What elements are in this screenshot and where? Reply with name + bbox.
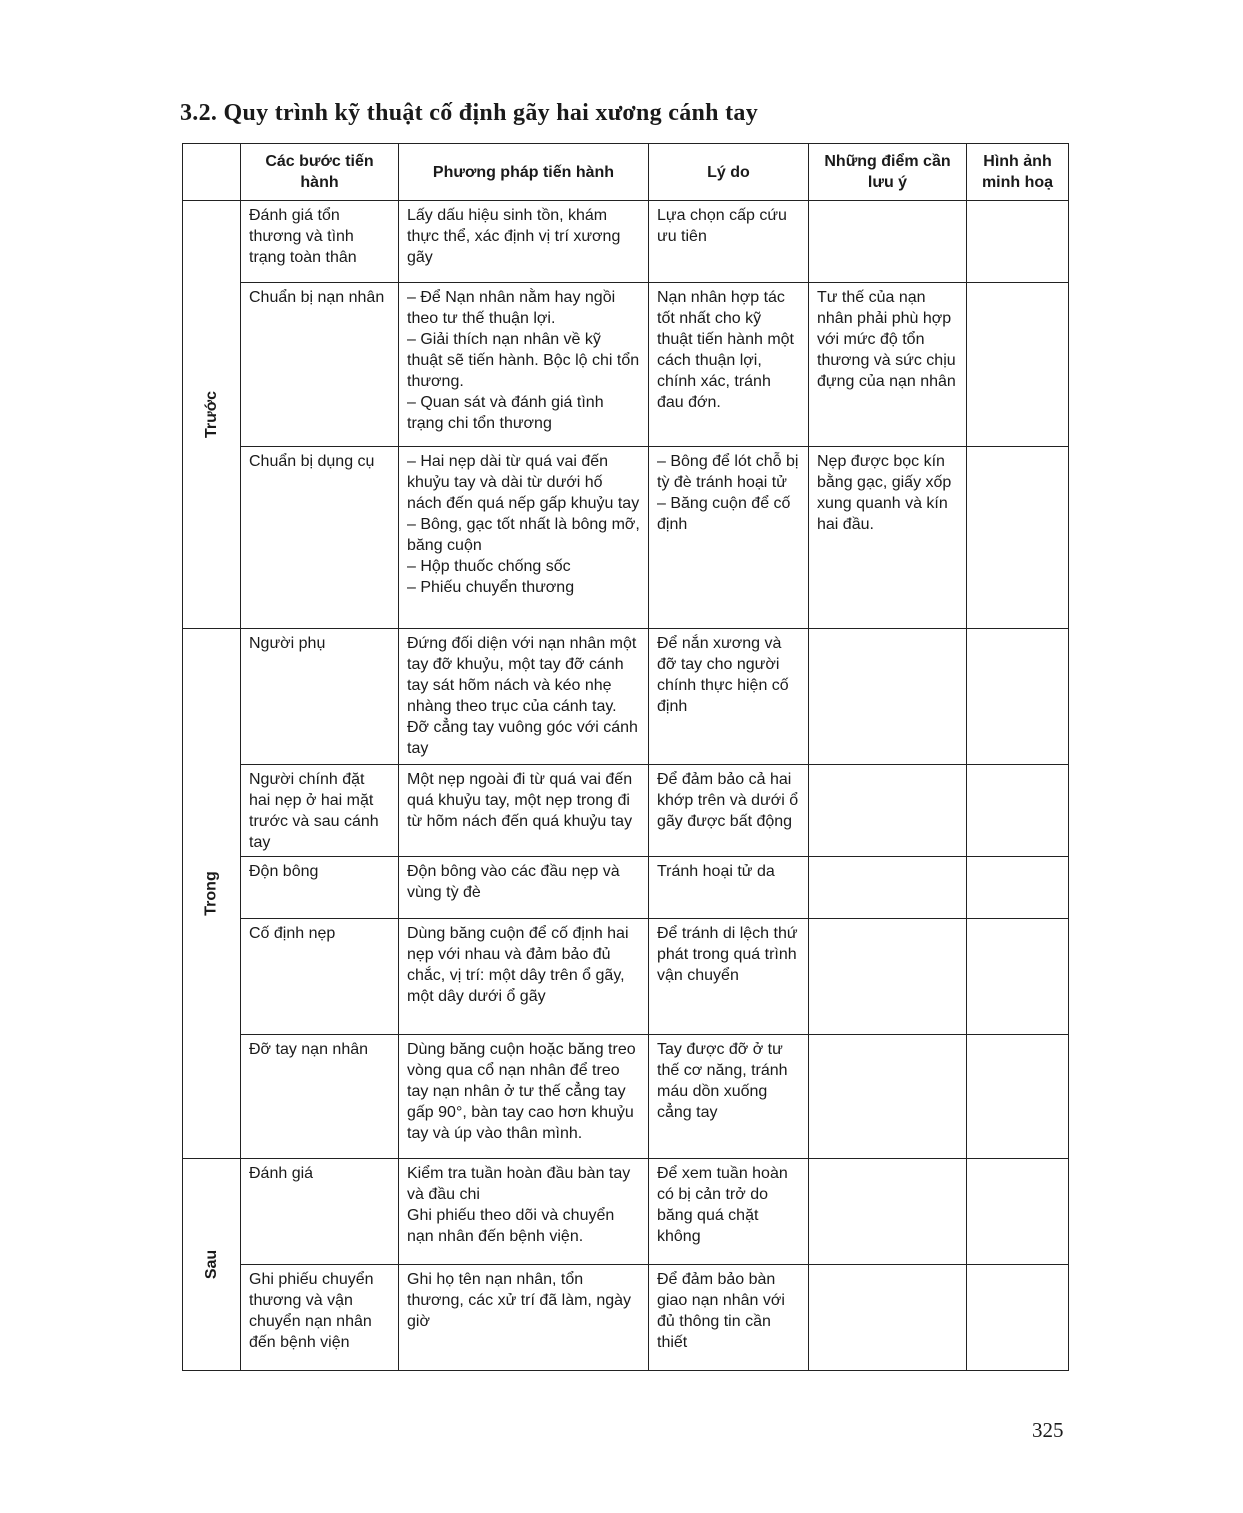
table-row: [183, 919, 1069, 1035]
reason-cell: [649, 283, 809, 447]
reason-cell: [649, 857, 809, 919]
method-line: Kiểm tra tuần hoàn đầu bàn tay và đầu chi: [407, 1165, 631, 1203]
table-row: [183, 629, 1069, 765]
method-cell: [399, 201, 649, 283]
step-cell: Độn bông: [241, 857, 399, 919]
table-body: [183, 201, 1069, 1371]
reason-cell: [649, 629, 809, 765]
image-cell: [967, 283, 1069, 447]
reason-line: Tay được đỡ ở tư thế cơ năng, tránh máu dồn xuống cẳng tay: [657, 1041, 788, 1121]
header-note: Những điểm cần lưu ý: [809, 144, 967, 201]
method-line: Độn bông vào các đầu nẹp và vùng tỳ đè: [407, 863, 620, 901]
note-cell: [809, 1035, 967, 1159]
header-step: Các bước tiến hành: [241, 144, 399, 201]
table-row: [183, 765, 1069, 857]
image-cell: [967, 1265, 1069, 1371]
note-cell: [809, 919, 967, 1035]
phase-after: [183, 1159, 241, 1371]
method-cell: [399, 447, 649, 629]
header-reason: Lý do: [649, 144, 809, 201]
method-line: Dùng băng cuộn để cố định hai nẹp với nhau và đảm bảo đủ chắc, vị trí: một dây trên ổ gãy, một dây dưới ổ gãy: [407, 925, 629, 1005]
image-cell: [967, 1035, 1069, 1159]
step-cell: Chuẩn bị dụng cụ: [241, 447, 399, 629]
note-cell: [809, 765, 967, 857]
method-cell: [399, 765, 649, 857]
step-cell: Người chính đặt hai nẹp ở hai mặt trước và sau cánh tay: [241, 765, 399, 857]
reason-line: Tránh hoại tử da: [657, 863, 775, 880]
step-cell: Đỡ tay nạn nhân: [241, 1035, 399, 1159]
method-line: Ghi họ tên nạn nhân, tổn thương, các xử trí đã làm, ngày giờ: [407, 1271, 632, 1330]
header-row: [183, 144, 1069, 201]
page-title: 3.2. Quy trình kỹ thuật cố định gãy hai xương cánh tay: [180, 100, 759, 126]
phase-during-label: Trong: [203, 871, 220, 916]
reason-line: Để nắn xương và đỡ tay cho người chính thực hiện cố định: [657, 635, 789, 715]
method-cell: [399, 857, 649, 919]
note-cell: [809, 201, 967, 283]
table-row: [183, 447, 1069, 629]
method-line: Lấy dấu hiệu sinh tồn, khám thực thể, xác định vị trí xương gãy: [407, 207, 621, 266]
reason-cell: [649, 919, 809, 1035]
procedure-table: [182, 143, 1069, 1371]
reason-cell: [649, 765, 809, 857]
method-line: – Quan sát và đánh giá tình trạng chi tổn thương: [407, 394, 604, 432]
method-line: – Hộp thuốc chống sốc: [407, 558, 571, 575]
phase-after-label: Sau: [203, 1249, 220, 1280]
note-line: Tư thế của nạn nhân phải phù hợp với mức độ tổn thương và sức chịu đựng của nạn nhân: [817, 289, 956, 390]
method-cell: [399, 919, 649, 1035]
reason-line: Để tránh di lệch thứ phát trong quá trình vận chuyển: [657, 925, 798, 984]
method-line: Dùng băng cuộn hoặc băng treo vòng qua cổ nạn nhân để treo tay nạn nhân ở tư thế cẳng tay gấp 90°, bàn tay cao hơn khuỷu tay và úp vào thân mình.: [407, 1041, 636, 1142]
note-cell: [809, 447, 967, 629]
method-line: Một nẹp ngoài đi từ quá vai đến quá khuỷu tay, một nẹp trong đi từ hõm nách đến quá khuỷu tay: [407, 771, 633, 830]
table-row: [183, 1159, 1069, 1265]
reason-cell: [649, 447, 809, 629]
note-cell: [809, 629, 967, 765]
method-cell: [399, 283, 649, 447]
reason-line: Nạn nhân hợp tác tốt nhất cho kỹ thuật tiến hành một cách thuận lợi, chính xác, tránh đau đớn.: [657, 289, 794, 411]
method-line: – Bông, gạc tốt nhất là bông mỡ, băng cuộn: [407, 516, 640, 554]
step-cell: Cố định nẹp: [241, 919, 399, 1035]
header-phase: [183, 144, 241, 201]
table-row: [183, 283, 1069, 447]
reason-cell: [649, 1265, 809, 1371]
image-cell: [967, 447, 1069, 629]
table-row: [183, 1265, 1069, 1371]
note-cell: [809, 1159, 967, 1265]
method-cell: [399, 1265, 649, 1371]
reason-line: Để đảm bảo cả hai khớp trên và dưới ổ gãy được bất động: [657, 771, 799, 830]
phase-before-label: Trước: [202, 391, 220, 438]
method-cell: [399, 629, 649, 765]
method-line: Đứng đối diện với nạn nhân một tay đỡ khuỷu, một tay đỡ cánh tay sát hõm nách và kéo nhẹ nhàng theo trục của cánh tay. Đỡ cẳng tay vuông góc với cánh tay: [407, 635, 638, 757]
reason-cell: [649, 1159, 809, 1265]
table-row: [183, 1035, 1069, 1159]
page-number: 325: [1032, 1418, 1064, 1442]
reason-line: Để đảm bảo bàn giao nạn nhân với đủ thông tin cần thiết: [657, 1271, 785, 1351]
table-row: [183, 857, 1069, 919]
reason-line: – Băng cuộn để cố định: [657, 495, 791, 533]
method-line: Ghi phiếu theo dõi và chuyển nạn nhân đến bệnh viện.: [407, 1207, 615, 1245]
image-cell: [967, 765, 1069, 857]
note-cell: [809, 1265, 967, 1371]
header-image: Hình ảnh minh hoạ: [967, 144, 1069, 201]
reason-cell: [649, 1035, 809, 1159]
note-cell: [809, 857, 967, 919]
step-cell: Chuẩn bị nạn nhân: [241, 283, 399, 447]
method-line: – Để Nạn nhân nằm hay ngồi theo tư thế thuận lợi.: [407, 289, 616, 327]
step-cell: Người phụ: [241, 629, 399, 765]
reason-line: Lựa chọn cấp cứu ưu tiên: [657, 207, 787, 245]
method-line: – Hai nẹp dài từ quá vai đến khuỷu tay và dài từ dưới hố nách đến quá nếp gấp khuỷu tay: [407, 453, 640, 512]
phase-before: [183, 201, 241, 629]
image-cell: [967, 919, 1069, 1035]
note-line: Nẹp được bọc kín bằng gạc, giấy xốp xung quanh và kín hai đầu.: [817, 453, 952, 533]
header-method: Phương pháp tiến hành: [399, 144, 649, 201]
reason-line: – Bông để lót chỗ bị tỳ đè tránh hoại tử: [657, 453, 799, 491]
method-line: – Phiếu chuyển thương: [407, 579, 575, 596]
image-cell: [967, 1159, 1069, 1265]
note-cell: [809, 283, 967, 447]
table-row: [183, 201, 1069, 283]
image-cell: [967, 629, 1069, 765]
method-line: – Giải thích nạn nhân về kỹ thuật sẽ tiến hành. Bộc lộ chi tổn thương.: [407, 331, 640, 390]
reason-cell: [649, 201, 809, 283]
method-cell: [399, 1159, 649, 1265]
step-cell: Đánh giá tổn thương và tình trạng toàn thân: [241, 201, 399, 283]
step-cell: Ghi phiếu chuyển thương và vận chuyển nạn nhân đến bệnh viện: [241, 1265, 399, 1371]
image-cell: [967, 201, 1069, 283]
phase-during: [183, 629, 241, 1159]
reason-line: Để xem tuần hoàn có bị cản trở do băng quá chặt không: [657, 1165, 788, 1245]
step-cell: Đánh giá: [241, 1159, 399, 1265]
image-cell: [967, 857, 1069, 919]
method-cell: [399, 1035, 649, 1159]
